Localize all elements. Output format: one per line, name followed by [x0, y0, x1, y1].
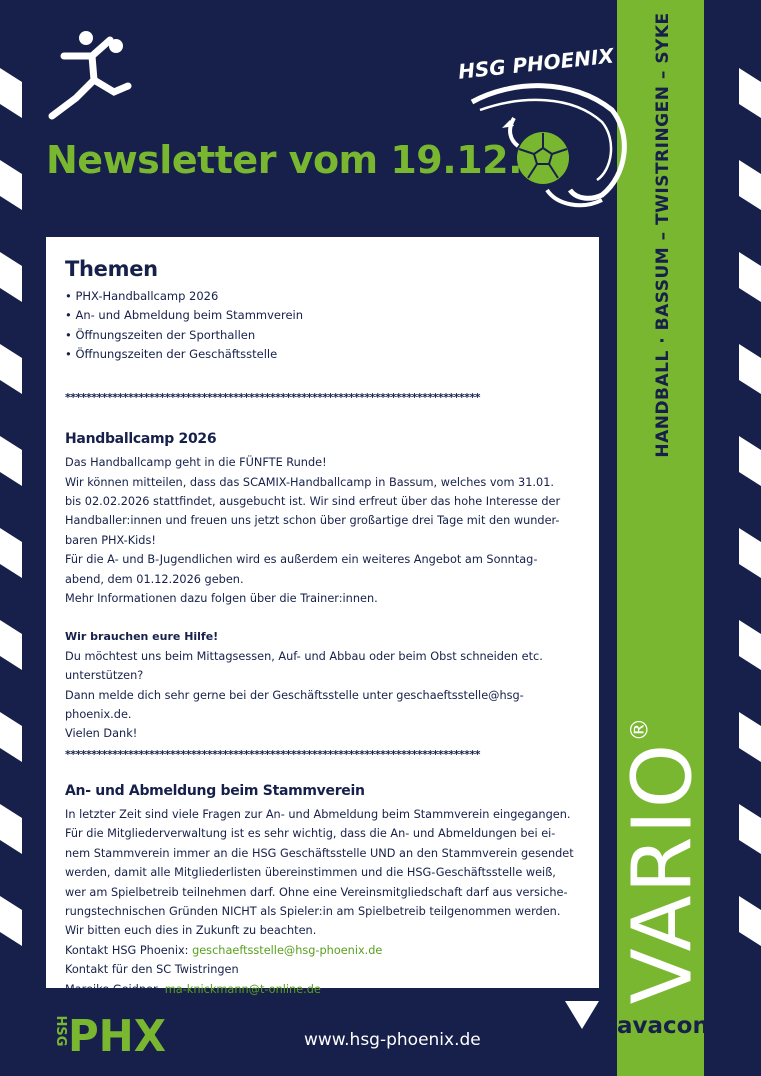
separator-line: *******************************************************************************	[65, 391, 480, 405]
website-url[interactable]: www.hsg-phoenix.de	[304, 1030, 481, 1050]
newsletter-title: Newsletter vom 19.12.	[46, 138, 523, 182]
topic-item: • Öffnungszeiten der Sporthallen	[65, 326, 581, 345]
help-title: Wir brauchen eure Hilfe!	[65, 630, 219, 644]
hsg-phx-footer-logo	[44, 1007, 168, 1055]
registered-mark: ®	[625, 715, 654, 742]
sponsor-name: VARIO	[615, 741, 711, 1005]
topic-item: • PHX-Handballcamp 2026	[65, 287, 581, 306]
camp-line: Handballer:innen und freuen uns jetzt schon über großartige drei Tage mit den wunder-	[65, 514, 560, 528]
topic-item: • An- und Abmeldung beim Stammverein	[65, 306, 581, 325]
logo-wordmark: HSG PHOENIX	[456, 43, 615, 84]
down-arrow-icon	[565, 1001, 599, 1029]
email-link-person[interactable]: ma-knickmann@t-online.de	[164, 982, 321, 996]
content-panel	[46, 237, 599, 996]
camp-line: Wir können mitteilen, dass das SCAMIX-Handballcamp in Bassum, welches vom 31.01.	[65, 475, 554, 489]
handball-player-icon	[44, 26, 134, 124]
sponsor-avacon: avacon	[617, 1013, 709, 1039]
membership-line: werden, damit alle Mitgliederlisten übereinstimmen und die HSG-Geschäftsstelle weiß,	[65, 866, 556, 880]
camp-line: abend, dem 01.12.2026 geben.	[65, 572, 244, 586]
club-tagline: HANDBALL · BASSUM – TWISTRINGEN – SYKE	[653, 12, 673, 458]
membership-section-title: An- und Abmeldung beim Stammverein	[65, 782, 365, 799]
camp-line: bis 02.02.2026 stattfindet, ausgebucht ist. Wir sind erfreut über das hohe Interesse der	[65, 495, 561, 508]
membership-line: In letzter Zeit sind viele Fragen zur An- und Abmeldung beim Stammverein eingegangen.	[65, 807, 571, 821]
camp-line: Das Handballcamp geht in die FÜNFTE Runde!	[65, 456, 327, 470]
email-link-hsg[interactable]: geschaeftsstelle@hsg-phoenix.de	[192, 943, 383, 957]
contact-hsg	[65, 941, 581, 960]
right-stripe-pattern	[739, 0, 761, 1076]
topics-list	[65, 287, 581, 364]
membership-line: rungstechnischen Gründen NICHT als Spieler:in am Spielbetreib teilgenommen werden.	[65, 904, 561, 918]
camp-line: Für die A- und B-Jugendlichen wird es außerdem ein weiteres Angebot am Sonntag-	[65, 553, 538, 567]
help-line: unterstützen?	[65, 669, 144, 683]
help-line: Dann melde dich sehr gerne bei der Geschäftsstelle unter geschaeftsstelle@hsg-phoenix.de.	[65, 688, 524, 722]
camp-line: baren PHX-Kids!	[65, 533, 156, 547]
separator-line: *******************************************************************************	[65, 747, 480, 761]
membership-line: Wir bitten euch dies in Zukunft zu beachten.	[65, 924, 317, 938]
membership-line: nem Stammverein immer an die HSG Geschäftsstelle UND an den Stammverein gesendet	[65, 846, 574, 860]
footer-logo-small: HSG	[53, 1015, 68, 1047]
membership-line: Für die Mitgliederverwaltung ist es sehr wichtig, dass die An- und Abmeldungen bei ei-	[65, 827, 556, 841]
camp-section-title: Handballcamp 2026	[65, 431, 217, 448]
camp-line: Mehr Informationen dazu folgen über die Trainer:innen.	[65, 592, 378, 606]
membership-line: wer am Spielbetreib teilnehmen darf. Ohne eine Vereinsmitgliedschaft darf aus versiche-	[65, 885, 568, 899]
help-line: Vielen Dank!	[65, 727, 138, 741]
sponsor-vario	[616, 716, 711, 1005]
left-stripe-pattern	[0, 0, 22, 1076]
contact-person	[65, 980, 581, 999]
help-line: Du möchtest uns beim Mittagsessen, Auf- und Abbau oder beim Obst schneiden etc.	[65, 649, 543, 663]
contact-hsg-label: Kontakt HSG Phoenix:	[65, 943, 193, 957]
footer-logo-big: PHX	[68, 1011, 167, 1055]
hsg-phoenix-logo	[452, 40, 637, 215]
topic-item: • Öffnungszeiten der Geschäftsstelle	[65, 345, 581, 364]
topics-title: Themen	[65, 257, 158, 281]
contact-sc-twistringen: Kontakt für den SC Twistringen	[65, 963, 239, 977]
contact-person-name: Mareike Geidner,	[65, 982, 165, 996]
